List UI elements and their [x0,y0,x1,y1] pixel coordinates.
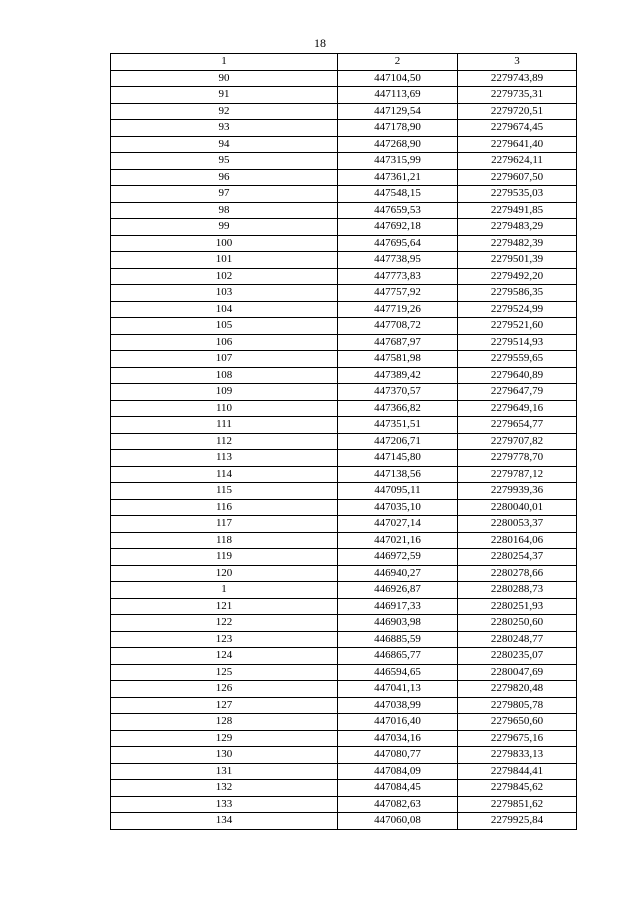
cell-point-number: 115 [111,483,338,500]
cell-y-coordinate: 2279720,51 [458,103,577,120]
cell-y-coordinate: 2279640,89 [458,367,577,384]
cell-x-coordinate: 447315,99 [338,153,458,170]
cell-y-coordinate: 2280235,07 [458,648,577,665]
table-row [111,664,577,681]
cell-y-coordinate: 2279647,79 [458,384,577,401]
cell-y-coordinate: 2279535,03 [458,186,577,203]
table-row [111,153,577,170]
table-row [111,103,577,120]
table-row [111,301,577,318]
table-row [111,400,577,417]
table-row [111,714,577,731]
table-row [111,598,577,615]
cell-point-number: 107 [111,351,338,368]
cell-point-number: 90 [111,70,338,87]
cell-point-number: 112 [111,433,338,450]
table-row [111,417,577,434]
table-row [111,615,577,632]
cell-point-number: 109 [111,384,338,401]
cell-x-coordinate: 447738,95 [338,252,458,269]
cell-point-number: 120 [111,565,338,582]
cell-y-coordinate: 2280254,37 [458,549,577,566]
cell-x-coordinate: 447084,09 [338,763,458,780]
table-row [111,549,577,566]
cell-point-number: 119 [111,549,338,566]
cell-x-coordinate: 447145,80 [338,450,458,467]
cell-x-coordinate: 446594,65 [338,664,458,681]
page-number: 18 [314,36,326,50]
table-row [111,582,577,599]
cell-y-coordinate: 2279674,45 [458,120,577,137]
cell-y-coordinate: 2279641,40 [458,136,577,153]
table-row [111,433,577,450]
table-row [111,235,577,252]
table-row [111,202,577,219]
cell-x-coordinate: 447351,51 [338,417,458,434]
cell-point-number: 117 [111,516,338,533]
cell-x-coordinate: 447080,77 [338,747,458,764]
cell-x-coordinate: 446940,27 [338,565,458,582]
cell-x-coordinate: 447361,21 [338,169,458,186]
cell-y-coordinate: 2280053,37 [458,516,577,533]
table-row [111,730,577,747]
table-row [111,813,577,830]
cell-y-coordinate: 2279624,11 [458,153,577,170]
cell-point-number: 118 [111,532,338,549]
cell-point-number: 97 [111,186,338,203]
table-row [111,697,577,714]
cell-point-number: 116 [111,499,338,516]
table-header-row [111,54,577,71]
header-point-number: 1 [111,54,338,71]
cell-point-number: 113 [111,450,338,467]
cell-point-number: 110 [111,400,338,417]
cell-point-number: 106 [111,334,338,351]
table-row [111,450,577,467]
table-body [111,70,577,829]
table-row [111,747,577,764]
table-row [111,351,577,368]
cell-x-coordinate: 447268,90 [338,136,458,153]
cell-x-coordinate: 447038,99 [338,697,458,714]
cell-y-coordinate: 2279851,62 [458,796,577,813]
cell-y-coordinate: 2279820,48 [458,681,577,698]
cell-x-coordinate: 446972,59 [338,549,458,566]
cell-y-coordinate: 2279483,29 [458,219,577,236]
table-row [111,186,577,203]
cell-x-coordinate: 447034,16 [338,730,458,747]
cell-point-number: 101 [111,252,338,269]
cell-point-number: 134 [111,813,338,830]
cell-point-number: 133 [111,796,338,813]
cell-y-coordinate: 2279833,13 [458,747,577,764]
cell-y-coordinate: 2279743,89 [458,70,577,87]
cell-x-coordinate: 447695,64 [338,235,458,252]
cell-point-number: 98 [111,202,338,219]
cell-point-number: 100 [111,235,338,252]
cell-y-coordinate: 2279654,77 [458,417,577,434]
cell-x-coordinate: 447757,92 [338,285,458,302]
table-row [111,483,577,500]
cell-y-coordinate: 2279482,39 [458,235,577,252]
cell-y-coordinate: 2279492,20 [458,268,577,285]
cell-point-number: 96 [111,169,338,186]
cell-x-coordinate: 447708,72 [338,318,458,335]
cell-point-number: 114 [111,466,338,483]
table-row [111,499,577,516]
table-row [111,780,577,797]
cell-point-number: 99 [111,219,338,236]
cell-x-coordinate: 447129,54 [338,103,458,120]
cell-point-number: 103 [111,285,338,302]
cell-y-coordinate: 2280047,69 [458,664,577,681]
cell-y-coordinate: 2279491,85 [458,202,577,219]
table-row [111,631,577,648]
table-row [111,334,577,351]
cell-point-number: 105 [111,318,338,335]
cell-point-number: 123 [111,631,338,648]
table-row [111,120,577,137]
cell-y-coordinate: 2279925,84 [458,813,577,830]
cell-y-coordinate: 2279939,36 [458,483,577,500]
cell-point-number: 91 [111,87,338,104]
cell-y-coordinate: 2279787,12 [458,466,577,483]
cell-point-number: 93 [111,120,338,137]
cell-x-coordinate: 447084,45 [338,780,458,797]
cell-point-number: 126 [111,681,338,698]
cell-point-number: 92 [111,103,338,120]
cell-point-number: 127 [111,697,338,714]
cell-y-coordinate: 2279805,78 [458,697,577,714]
cell-x-coordinate: 446926,87 [338,582,458,599]
cell-x-coordinate: 447366,82 [338,400,458,417]
cell-point-number: 102 [111,268,338,285]
cell-y-coordinate: 2279501,39 [458,252,577,269]
cell-x-coordinate: 447719,26 [338,301,458,318]
table-row [111,648,577,665]
cell-x-coordinate: 447016,40 [338,714,458,731]
cell-x-coordinate: 447035,10 [338,499,458,516]
cell-point-number: 132 [111,780,338,797]
cell-x-coordinate: 447687,97 [338,334,458,351]
cell-point-number: 124 [111,648,338,665]
cell-point-number: 108 [111,367,338,384]
cell-point-number: 129 [111,730,338,747]
cell-point-number: 130 [111,747,338,764]
cell-x-coordinate: 447370,57 [338,384,458,401]
cell-y-coordinate: 2280164,06 [458,532,577,549]
cell-x-coordinate: 447027,14 [338,516,458,533]
cell-y-coordinate: 2279586,35 [458,285,577,302]
cell-y-coordinate: 2279675,16 [458,730,577,747]
cell-y-coordinate: 2279707,82 [458,433,577,450]
cell-point-number: 125 [111,664,338,681]
cell-x-coordinate: 447581,98 [338,351,458,368]
cell-y-coordinate: 2280288,73 [458,582,577,599]
table-row [111,532,577,549]
cell-x-coordinate: 447104,50 [338,70,458,87]
cell-y-coordinate: 2279514,93 [458,334,577,351]
cell-x-coordinate: 446903,98 [338,615,458,632]
cell-x-coordinate: 447113,69 [338,87,458,104]
cell-x-coordinate: 447041,13 [338,681,458,698]
table-row [111,384,577,401]
cell-y-coordinate: 2279735,31 [458,87,577,104]
cell-point-number: 104 [111,301,338,318]
table-row [111,516,577,533]
table-row [111,136,577,153]
cell-y-coordinate: 2279778,70 [458,450,577,467]
cell-x-coordinate: 447773,83 [338,268,458,285]
header-y-coordinate: 3 [458,54,577,71]
table-row [111,268,577,285]
cell-point-number: 94 [111,136,338,153]
header-x-coordinate: 2 [338,54,458,71]
cell-y-coordinate: 2280248,77 [458,631,577,648]
cell-x-coordinate: 447021,16 [338,532,458,549]
cell-point-number: 111 [111,417,338,434]
cell-y-coordinate: 2279649,16 [458,400,577,417]
table-row [111,796,577,813]
cell-y-coordinate: 2279607,50 [458,169,577,186]
cell-y-coordinate: 2280251,93 [458,598,577,615]
cell-x-coordinate: 447389,42 [338,367,458,384]
table-row [111,763,577,780]
cell-x-coordinate: 447138,56 [338,466,458,483]
cell-y-coordinate: 2279559,65 [458,351,577,368]
cell-x-coordinate: 447095,11 [338,483,458,500]
table-row [111,565,577,582]
cell-point-number: 1 [111,582,338,599]
cell-y-coordinate: 2279844,41 [458,763,577,780]
cell-x-coordinate: 447659,53 [338,202,458,219]
table-row [111,681,577,698]
table-row [111,169,577,186]
table-row [111,466,577,483]
cell-x-coordinate: 447548,15 [338,186,458,203]
cell-y-coordinate: 2279845,62 [458,780,577,797]
cell-point-number: 128 [111,714,338,731]
cell-point-number: 122 [111,615,338,632]
coordinates-table [110,53,577,830]
cell-y-coordinate: 2280278,66 [458,565,577,582]
cell-x-coordinate: 447178,90 [338,120,458,137]
cell-point-number: 121 [111,598,338,615]
cell-x-coordinate: 446865,77 [338,648,458,665]
cell-y-coordinate: 2279521,60 [458,318,577,335]
cell-x-coordinate: 447692,18 [338,219,458,236]
cell-y-coordinate: 2279650,60 [458,714,577,731]
table-row [111,70,577,87]
cell-y-coordinate: 2279524,99 [458,301,577,318]
cell-point-number: 95 [111,153,338,170]
cell-x-coordinate: 447206,71 [338,433,458,450]
cell-x-coordinate: 447082,63 [338,796,458,813]
table-row [111,318,577,335]
cell-y-coordinate: 2280250,60 [458,615,577,632]
table-row [111,87,577,104]
cell-x-coordinate: 447060,08 [338,813,458,830]
cell-point-number: 131 [111,763,338,780]
cell-y-coordinate: 2280040,01 [458,499,577,516]
cell-x-coordinate: 446885,59 [338,631,458,648]
table-row [111,252,577,269]
table-row [111,285,577,302]
table-row [111,367,577,384]
cell-x-coordinate: 446917,33 [338,598,458,615]
table-row [111,219,577,236]
